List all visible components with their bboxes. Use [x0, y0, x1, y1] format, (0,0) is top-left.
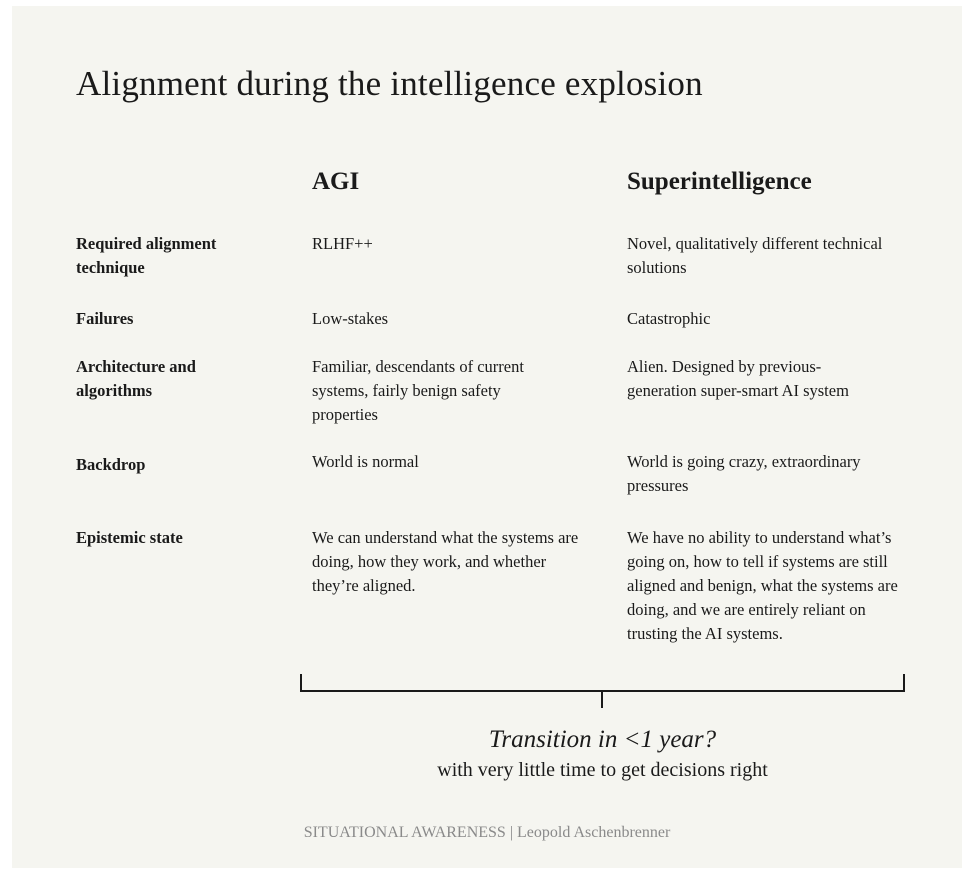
- transition-subline: with very little time to get decisions right: [437, 759, 768, 781]
- cell-si-alignment-technique: Novel, qualitatively different technical solutions: [627, 234, 883, 277]
- row-label-alignment-technique: Required alignment technique: [76, 234, 217, 277]
- cell-agi-alignment-technique: RLHF++: [312, 234, 373, 253]
- page-title: Alignment during the intelligence explosion: [76, 64, 703, 103]
- transition-headline: Transition in <1 year?: [488, 726, 717, 753]
- row-label-failures: Failures: [76, 309, 134, 328]
- row-label-epistemic-state: Epistemic state: [76, 528, 183, 547]
- footer-credit: SITUATIONAL AWARENESS | Leopold Aschenbrenner: [303, 824, 671, 841]
- cell-si-backdrop: World is going crazy, extraordinary pressures: [627, 452, 861, 495]
- column-header-agi: AGI: [312, 168, 360, 195]
- cell-agi-architecture: Familiar, descendants of current systems, fairly benign safety properties: [312, 357, 524, 424]
- cell-si-failures: Catastrophic: [627, 309, 711, 328]
- row-label-backdrop: Backdrop: [76, 455, 146, 474]
- cell-agi-epistemic-state: We can understand what the systems are doing, how they work, and whether they’re aligned.: [312, 528, 579, 595]
- comparison-card: [12, 6, 962, 868]
- cell-si-epistemic-state: We have no ability to understand what’s going on, how to tell if systems are still aligned and benign, what the systems are doing, and we are entirely reliant on trusting the AI systems.: [627, 528, 898, 643]
- cell-si-architecture: Alien. Designed by previous-generation super-smart AI system: [627, 357, 849, 400]
- column-header-superintelligence: Superintelligence: [627, 168, 812, 195]
- cell-agi-failures: Low-stakes: [312, 309, 389, 328]
- cell-agi-backdrop: World is normal: [312, 452, 419, 471]
- row-label-architecture: Architecture and algorithms: [76, 357, 196, 400]
- timeline-bracket: [300, 674, 905, 710]
